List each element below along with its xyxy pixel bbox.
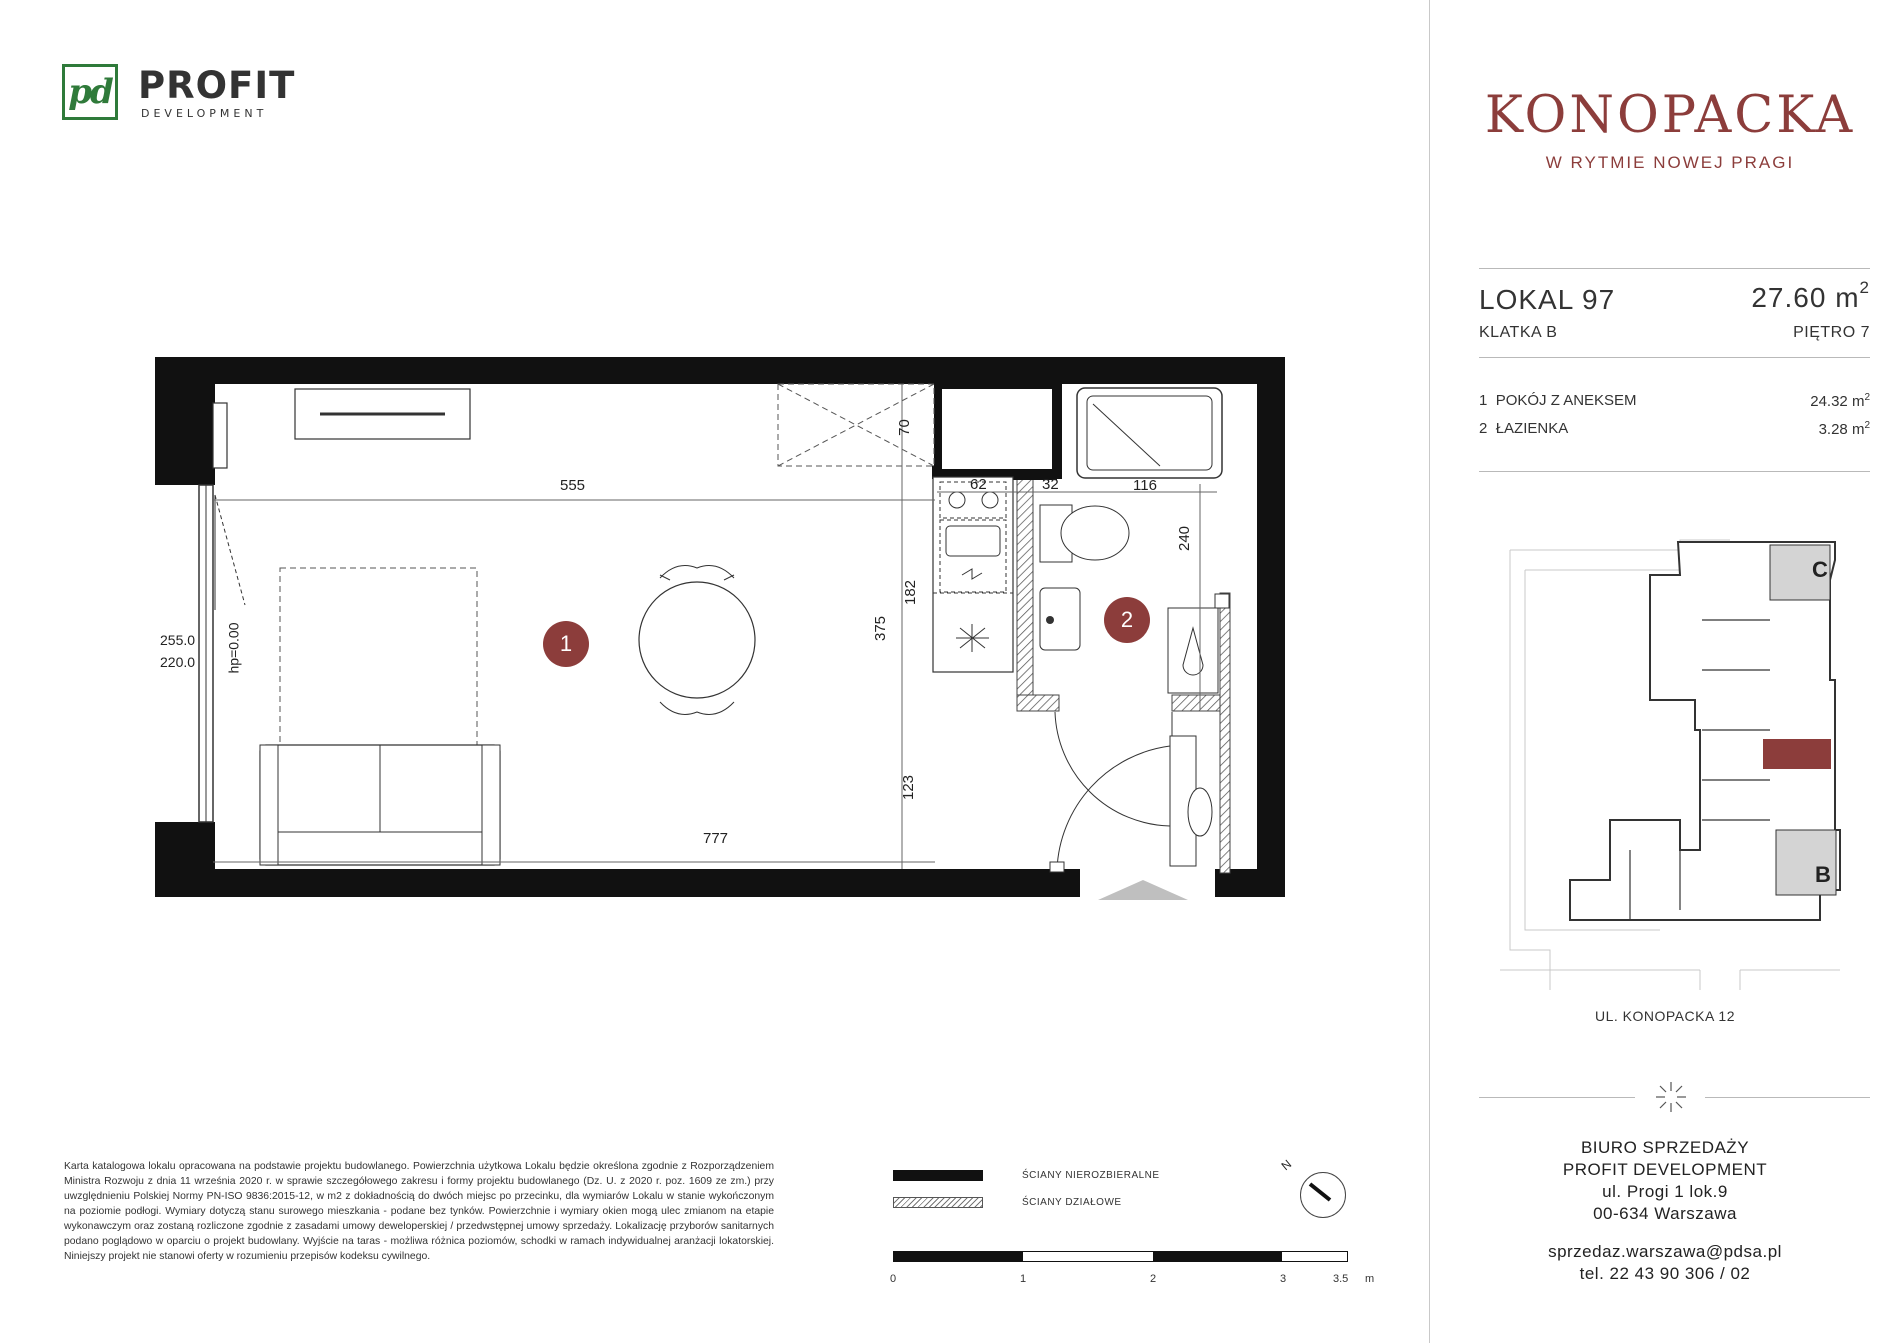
unit-area-exp: 2 [1859, 278, 1870, 297]
brand-subtitle: W RYTMIE NOWEJ PRAGI [1545, 153, 1795, 172]
room-row-1 [1479, 392, 1870, 410]
dim-62: 62 [970, 476, 987, 493]
dining-table [639, 582, 755, 698]
room-1-area: 24.32 $m^2$ [1810, 392, 1870, 410]
dim-375: 375 [872, 615, 890, 642]
building-key-plan [1480, 530, 1860, 990]
unit-floor: PIĘTRO 7 [1793, 324, 1870, 341]
dim-220: 220.0 [160, 654, 196, 670]
dim-777: 777 [703, 830, 729, 847]
office-line-1: BIURO SPRZEDAŻY [1580, 1138, 1750, 1157]
unit-stair: KLATKA B [1479, 324, 1558, 341]
scale-bar [893, 1251, 1348, 1262]
divider [1705, 1097, 1870, 1098]
scale-unit: m [1365, 1273, 1375, 1285]
room-badge-1: 1 [543, 621, 589, 667]
logo-mark-text: pd [68, 72, 112, 112]
office-email[interactable]: sprzedaz.warszawa@pdsa.pl [1548, 1242, 1782, 1261]
legend-load-bearing: ŚCIANY NIEROZBIERALNE [1022, 1170, 1160, 1181]
legend-partition: ŚCIANY DZIAŁOWE [1022, 1197, 1122, 1208]
stair-b-label: B [1815, 862, 1831, 887]
scale-tick-3: 3 [1280, 1273, 1287, 1285]
entrance-marker [1098, 880, 1188, 900]
dim-255: 255.0 [160, 632, 196, 648]
unit-highlight [1763, 739, 1831, 769]
logo-name: PROFIT [138, 64, 296, 107]
unit-area-value: 27.60 m [1751, 282, 1860, 313]
divider [1479, 357, 1870, 358]
legend-partition-swatch [893, 1197, 983, 1208]
bathroom-door [1055, 712, 1170, 826]
compass-needle-icon [1300, 1172, 1346, 1218]
bathroom-sink [1040, 588, 1080, 650]
scale-tick-2: 2 [1150, 1273, 1157, 1285]
unit-area [1751, 278, 1870, 314]
office-phone[interactable]: tel. 22 43 90 306 / 02 [1579, 1264, 1751, 1283]
stair-c-label: C [1812, 557, 1828, 582]
room-2-label: 2 ŁAZIENKA [1479, 420, 1569, 437]
disclaimer: Karta katalogowa lokalu opracowana na podstawie projektu budowlanego. Powierzchnia użytkowa Lokalu będzie określona zgodnie z Rozporządzeniem Ministra Rozwoju z dnia 11 września 2020 r. w sprawie szczegółowego zakresu i formy projektu budowlanego (Dz. U. z 2020 r. poz. 1609 ze zm.) przy uwzględnieniu Polskiej Normy PN-ISO 9836:2015-12, w m2 z dokładnością do dwóch miejsc po przecinku, dla wymiarów Lokalu w stanie wykończonym na poziomie podłogi. Wymiary dotyczą stanu surowego mieszkania - podane bez tynków. Powierzchnie i wymiary okien mogą ulec zmianom na etapie wykonawczym oraz zostaną rozliczone zgodnie z zasadami umowy deweloperskiej / przedwstępnej umowy sprzedaży. Lokalizację przyborów sanitarnych podano poglądowo w oparciu o projekt budowlany. Wyjście na taras - możliwa różnica poziomów, schodki w ramach indywidualnej aranżacji lokatorskiej. Niniejszy projekt nie stanowi oferty w rozumieniu przepisów kodeksu cywilnego. [64, 1161, 774, 1262]
office-line-4: 00-634 Warszawa [1593, 1204, 1737, 1223]
dim-116: 116 [1133, 477, 1157, 494]
shaft [937, 384, 1057, 474]
street-address: UL. KONOPACKA 12 [1594, 1008, 1735, 1024]
dim-32: 32 [1042, 476, 1059, 493]
office-line-2: PROFIT DEVELOPMENT [1562, 1160, 1768, 1179]
legend-load-bearing-swatch [893, 1170, 983, 1181]
dim-240: 240 [1176, 525, 1194, 552]
bed [280, 568, 477, 748]
room-1-label: 1 POKÓJ Z ANEKSEM [1479, 392, 1637, 409]
dim-123: 123 [900, 774, 918, 801]
compass-label: N [1278, 1156, 1295, 1174]
scale-tick-1: 1 [1020, 1273, 1027, 1285]
room-badge-2: 2 [1104, 597, 1150, 643]
star-ornament-icon [1655, 1081, 1687, 1113]
brand-title: KONOPACKA [1484, 86, 1856, 145]
divider [1479, 1097, 1635, 1098]
office-line-3: ul. Progi 1 lok.9 [1602, 1182, 1728, 1201]
dim-182: 182 [902, 579, 920, 606]
scale-tick-0: 0 [890, 1273, 897, 1285]
scale-tick-35: 3.5 [1333, 1273, 1349, 1285]
dim-70: 70 [895, 419, 913, 436]
hp-label: hp=0.00 [225, 622, 242, 674]
logo-subtitle: DEVELOPMENT [141, 107, 268, 120]
dim-555: 555 [560, 477, 586, 494]
divider [1479, 268, 1870, 269]
unit-label: LOKAL 97 [1479, 284, 1616, 315]
room-2-area: 3.28 $m^2$ [1818, 420, 1870, 438]
divider [1479, 471, 1870, 472]
room-row-2 [1479, 420, 1870, 438]
partition-wall [1017, 475, 1033, 710]
